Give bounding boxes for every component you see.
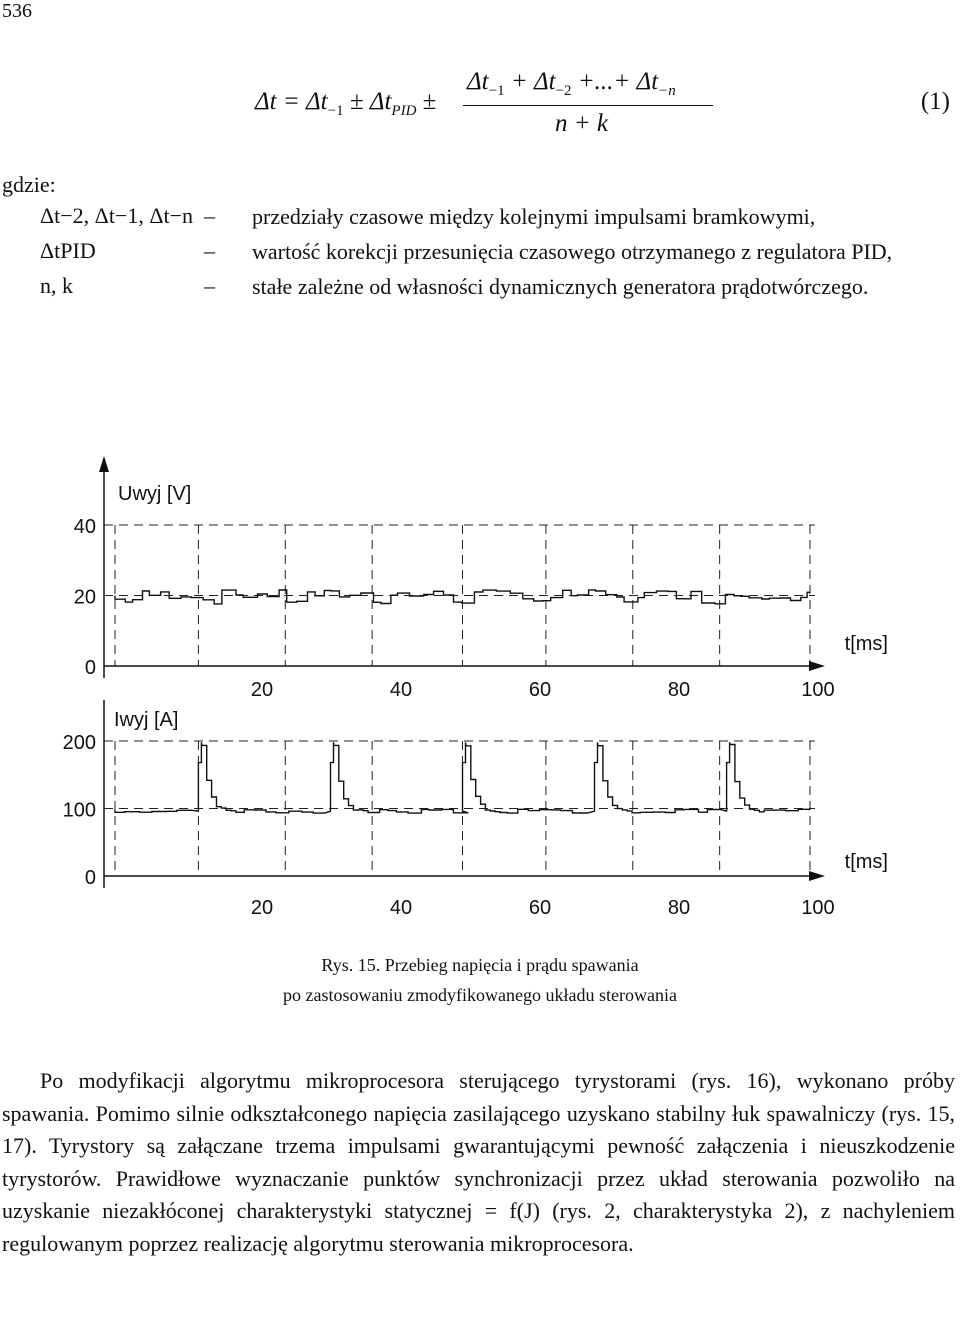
current-x-tick-label: 20 bbox=[250, 897, 274, 919]
voltage-x-tick-label: 80 bbox=[667, 679, 691, 701]
caption-line-2: po zastosowaniu zmodyfikowanego układu sterowania bbox=[283, 985, 677, 1005]
current-y-tick-label: 100 bbox=[62, 799, 96, 822]
current-x-tick-label: 40 bbox=[389, 897, 413, 919]
figure-caption bbox=[0, 950, 960, 1010]
body-paragraph: Po modyfikacji algorytmu mikroprocesora sterującego tyrystorami (rys. 16), wykonano próby spawania. Pomimo silnie odkształconego napięcia zasilającego uzyskano stabilny łuk spawalniczy (rys. 15, 17). Tyrystory są załączane trzema impulsami gwarantującymi pewność załączenia i nieuszkodzenie tyrystorów. Prawidłowe wyznaczanie punktów synchronizacji przez układ sterowania pozwoliło na uzyskanie niezakłóconej charakterystyki statycznej = f(J) (rys. 2, charakterystyka 2), z nachyleniem regulowanym poprzez realizację algorytmu sterowania mikroprocesora. bbox=[2, 1068, 955, 1256]
voltage-y-label: Uwyj [V] bbox=[118, 483, 192, 505]
current-x-tick-label: 80 bbox=[667, 897, 691, 919]
current-trace bbox=[115, 742, 810, 813]
definition-item bbox=[0, 238, 960, 269]
equation-numerator: $\Delta t_{-1} + \Delta t_{-2}$ +...+ $\Delta t_{-n}$ bbox=[467, 68, 676, 99]
definition-text: przedziały czasowe między kolejnymi impulsami bramkowymi, bbox=[252, 204, 816, 229]
definition-symbol: ΔtPID bbox=[40, 238, 96, 263]
current-x-tick-label: 100 bbox=[801, 897, 835, 919]
definition-dash: – bbox=[204, 273, 215, 298]
where-label: gdzie: bbox=[2, 172, 56, 197]
voltage-y-tick-label: 20 bbox=[73, 586, 96, 609]
definitions-list bbox=[0, 203, 960, 308]
voltage-y-arrow bbox=[99, 456, 109, 472]
current-y-label: Iwyj [A] bbox=[114, 709, 179, 731]
current-x-label: t[ms] bbox=[844, 851, 888, 873]
equation-denominator: n + k bbox=[555, 110, 608, 137]
current-x-arrow bbox=[809, 871, 825, 881]
definition-item bbox=[0, 273, 960, 304]
caption-line-1: Rys. 15. Przebieg napięcia i prądu spawania bbox=[321, 955, 639, 975]
definition-dash: – bbox=[204, 203, 215, 228]
voltage-y-tick-label: 40 bbox=[73, 516, 96, 538]
definition-symbol: Δt−2, Δt−1, Δt−n bbox=[40, 203, 194, 228]
voltage-x-label: t[ms] bbox=[844, 633, 888, 655]
voltage-x-tick-label: 40 bbox=[389, 679, 413, 701]
voltage-x-tick-label: 100 bbox=[801, 679, 835, 701]
definition-symbol: n, k bbox=[40, 273, 73, 298]
definition-item bbox=[0, 203, 960, 234]
equation bbox=[255, 68, 725, 148]
voltage-x-arrow bbox=[809, 661, 825, 671]
page-number: 536 bbox=[2, 0, 32, 22]
current-y-tick-label: 0 bbox=[84, 867, 96, 889]
definition-dash: – bbox=[204, 238, 215, 263]
figure-voltage-current bbox=[0, 448, 960, 938]
figure-labels bbox=[63, 483, 888, 919]
equation-number: (1) bbox=[920, 88, 950, 115]
current-y-tick-label: 200 bbox=[62, 732, 96, 754]
figure-grid bbox=[104, 525, 815, 876]
voltage-y-tick-label: 0 bbox=[84, 657, 96, 679]
fraction-bar bbox=[463, 105, 713, 106]
definition-text: wartość korekcji przesunięcia czasowego otrzymanego z regulatora PID, bbox=[252, 239, 893, 264]
voltage-x-tick-label: 60 bbox=[528, 679, 552, 701]
definition-text: stałe zależne od własności dynamicznych generatora prądotwórczego. bbox=[252, 274, 869, 299]
equation-lhs: $\Delta t = \Delta t_{-1} \pm \Delta t_{PID}$ ± bbox=[255, 88, 437, 119]
voltage-x-tick-label: 20 bbox=[250, 679, 274, 701]
current-x-tick-label: 60 bbox=[528, 897, 552, 919]
